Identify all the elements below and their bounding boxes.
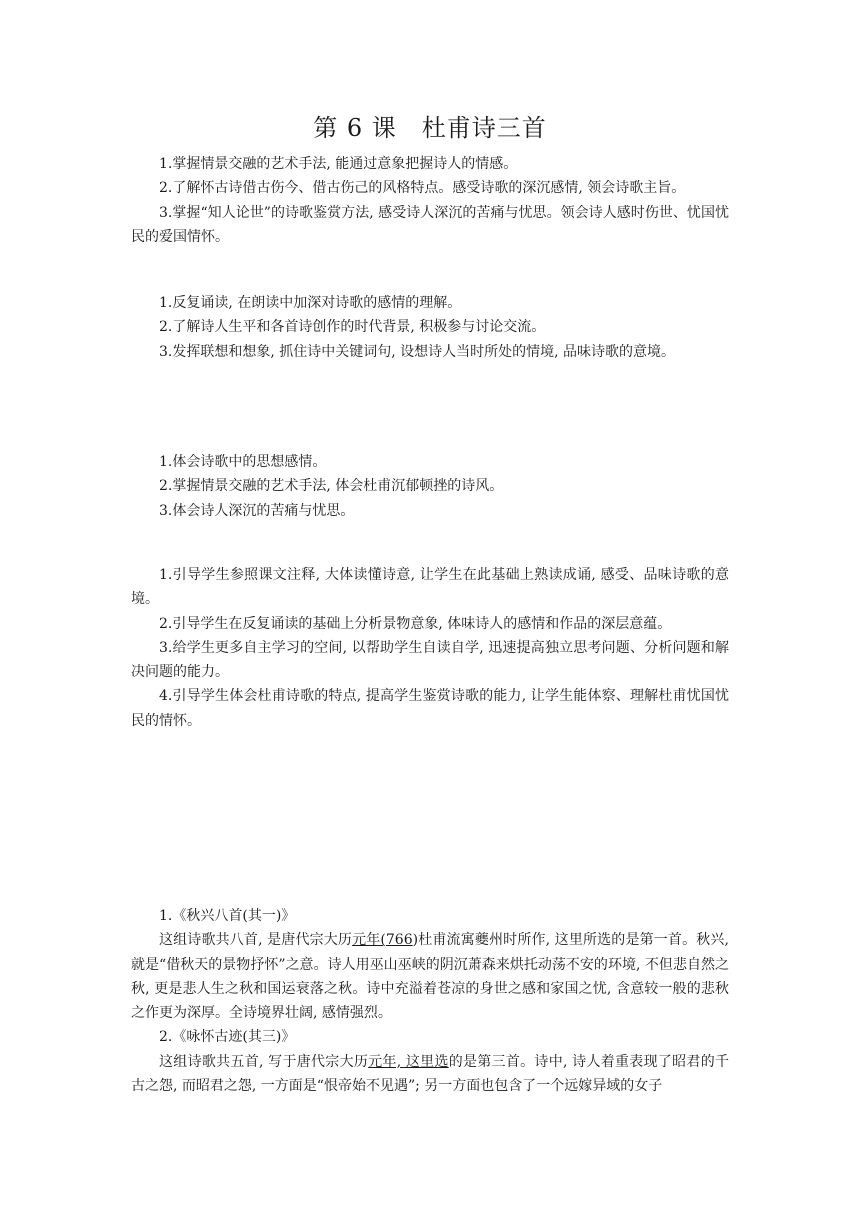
- process-item: 2.了解诗人生平和各首诗创作的时代背景, 积极参与讨论交流。: [159, 319, 546, 336]
- poem1-paragraph: [131, 928, 729, 1025]
- poem1-underlined-number: 766: [385, 932, 413, 949]
- poem1-title: 1.《秋兴八首(其一)》: [159, 908, 296, 924]
- poem1-underlined-year: 元年(: [352, 932, 386, 949]
- key-point-item: 3.体会诗人深沉的苦痛与忧思。: [159, 502, 355, 519]
- method-item: 1.引导学生参照课文注释, 大体读懂诗意, 让学生在此基础上熟读成诵, 感受、品味诗歌的意境。: [131, 567, 729, 608]
- objectives-section: [131, 152, 729, 249]
- process-item: 3.发挥联想和想象, 抓住诗中关键词句, 设想诗人当时所处的情境, 品味诗歌的意境。: [159, 343, 676, 360]
- key-points-section: [131, 450, 729, 523]
- poem2-title: 2.《咏怀古迹(其三)》: [159, 1029, 296, 1046]
- method-item: 4.引导学生体会杜甫诗歌的特点, 提高学生鉴赏诗歌的能力, 让学生能体察、理解杜甫忧国忧民的情怀。: [131, 688, 729, 729]
- poem2-paragraph: [131, 1050, 729, 1099]
- method-item: 3.给学生更多自主学习的空间, 以帮助学生自读自学, 迅速提高独立思考问题、分析问题和解决问题的能力。: [131, 639, 729, 681]
- page-title: 第 6 课 杜甫诗三首: [313, 114, 547, 142]
- background-section: [131, 904, 729, 1098]
- process-section: [131, 291, 729, 364]
- objective-item: 2.了解怀古诗借古伤今、借古伤己的风格特点。感受诗歌的深沉感情, 领会诗歌主旨。: [159, 180, 686, 197]
- objective-item: 3.掌握“知人论世”的诗歌鉴赏方法, 感受诗人深沉的苦痛与忧思。领会诗人感时伤世、忧国忧民的爱国情怀。: [131, 204, 729, 245]
- process-item: 1.反复诵读, 在朗读中加深对诗歌的感情的理解。: [159, 295, 462, 311]
- poem2-underlined-phrase: 元年, 这里选: [368, 1053, 449, 1070]
- poem1-text-a: 这组诗歌共八首, 是唐代宗大历: [159, 932, 353, 949]
- method-item: 2.引导学生在反复诵读的基础上分析景物意象, 体味诗人的感情和作品的深层意蕴。: [159, 615, 672, 632]
- key-point-item: 1.体会诗歌中的思想感情。: [159, 454, 327, 470]
- poem1-text-b: )杜甫流寓夔州时所作, 这里所选的是第一首。秋兴, 就是“借秋天的景物抒怀”之意。诗人用巫山巫峡的阴沉萧森来烘托动荡不安的环境, 不但悲自然之秋, 更是悲人生之秋和国运衰落之秋。诗中充溢着苍凉的身世之感和家国之忧, 含意较一般的悲秋之作更为深厚。全诗境界壮阔, 感情强烈。: [131, 932, 730, 1022]
- poem2-text-b: 的是第三首。诗中, 诗人着重表现了昭君的千古之怨, 而昭君之怨, 一方面是“恨帝始不见遇”; 另一方面也包含了一个远嫁异域的女子: [131, 1053, 729, 1095]
- poem2-text-a: 这组诗歌共五首, 写于唐代宗大历: [159, 1053, 369, 1070]
- objective-item: 1.掌握情景交融的艺术手法, 能通过意象把握诗人的情感。: [159, 156, 518, 172]
- methods-section: [131, 563, 729, 733]
- key-point-item: 2.掌握情景交融的艺术手法, 体会杜甫沉郁顿挫的诗风。: [159, 478, 504, 495]
